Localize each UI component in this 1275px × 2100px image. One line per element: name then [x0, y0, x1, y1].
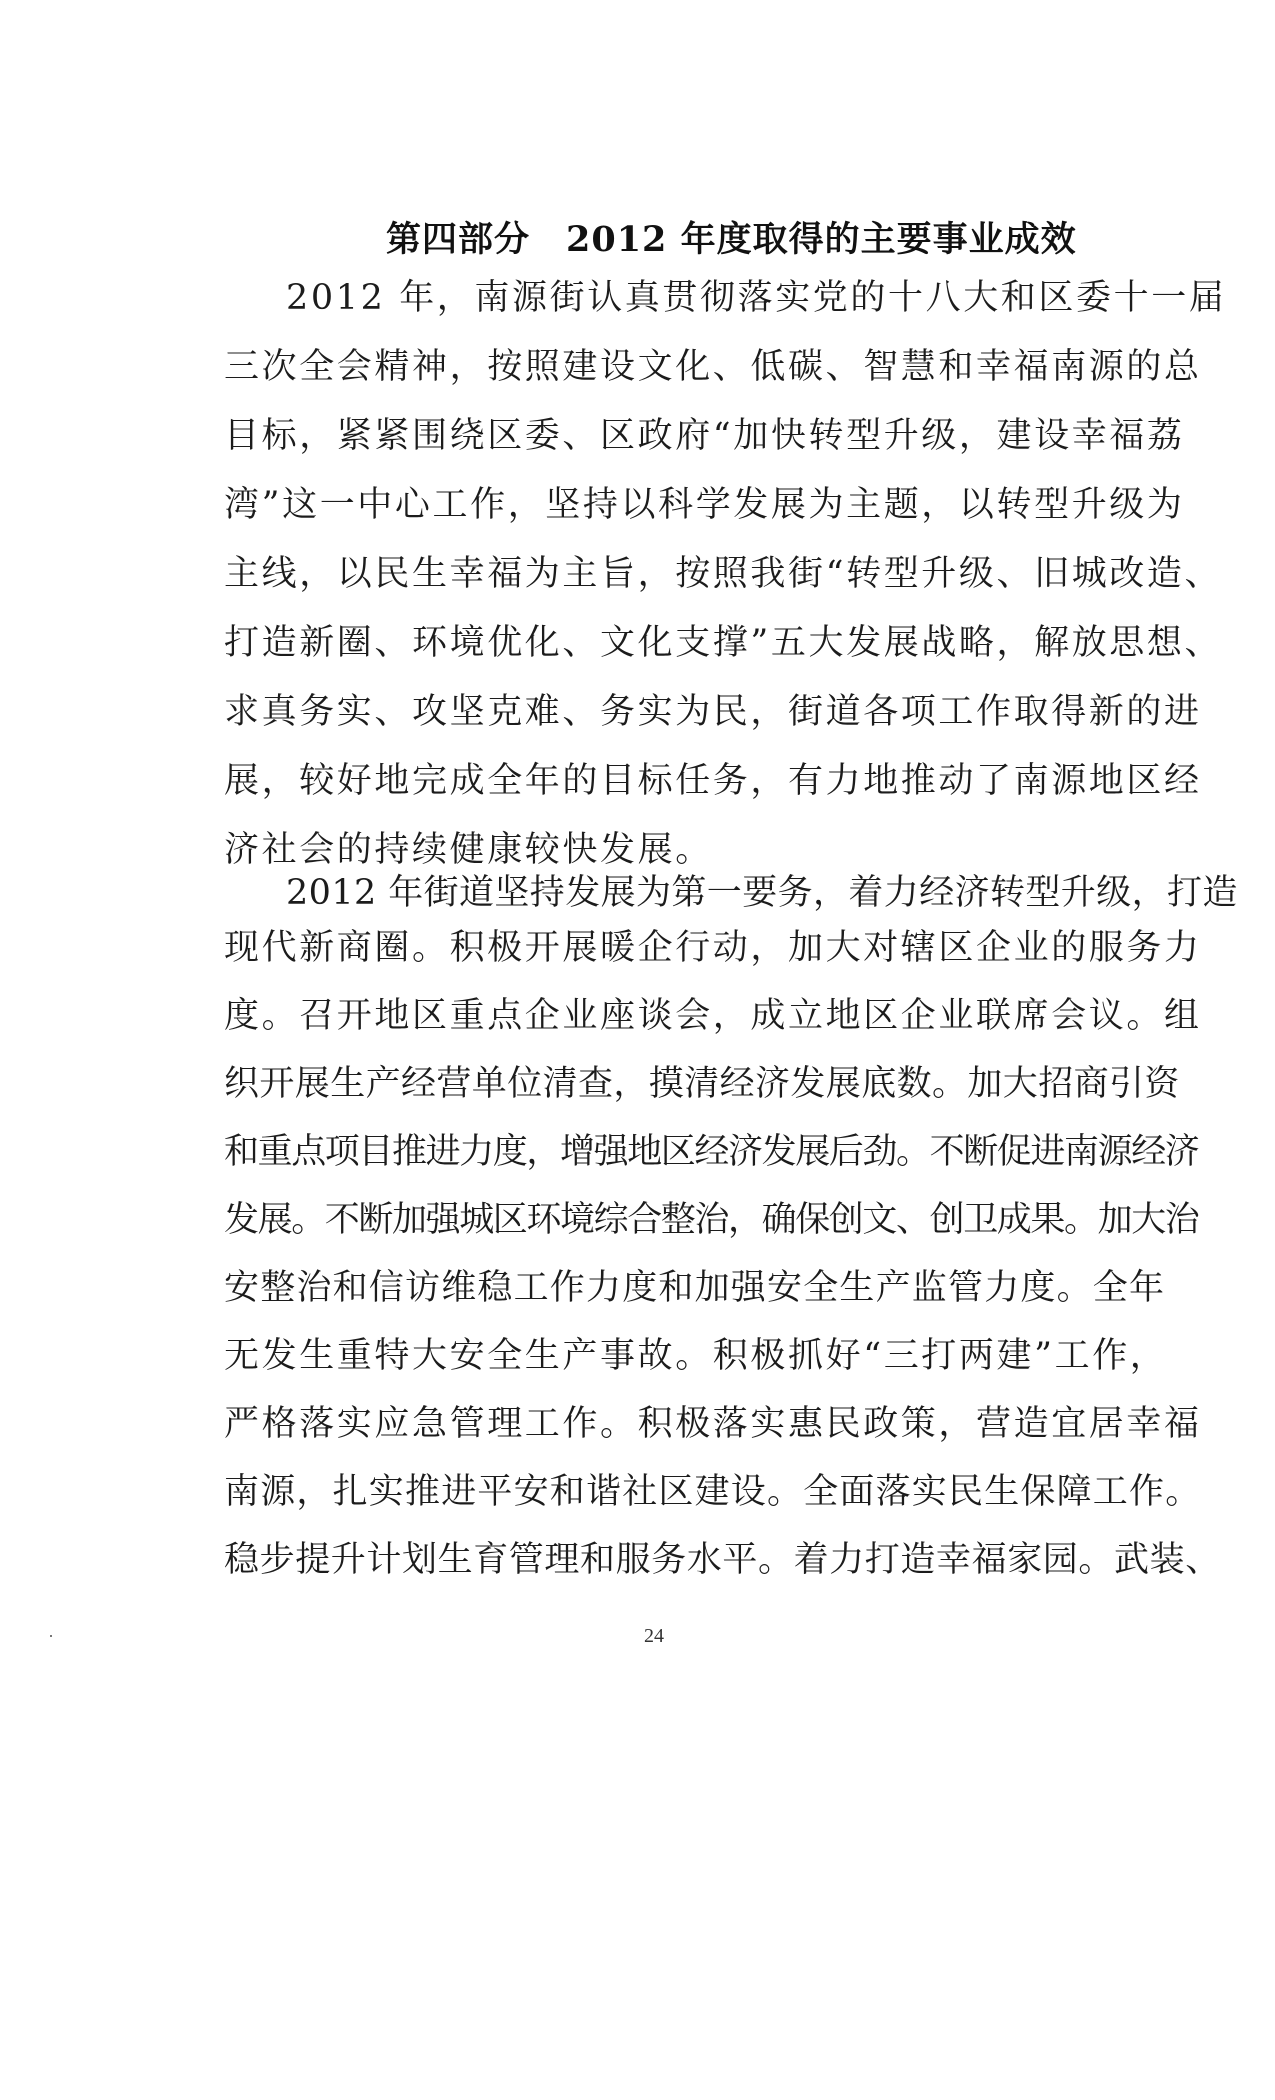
page-number: 24: [644, 1625, 664, 1647]
paragraph2-line-5: 和重点项目推进力度，增强地区经济发展后劲。不断促进南源经济: [224, 1132, 1199, 1172]
paragraph1-line-6: 打造新圈、环境优化、文化支撑”五大发展战略，解放思想、: [224, 623, 1223, 663]
paragraph2-line-4: 织开展生产经营单位清查，摸清经济发展底数。加大招商引资: [224, 1064, 1180, 1104]
paragraph2-line-9: 严格落实应急管理工作。积极落实惠民政策，营造宜居幸福: [224, 1404, 1202, 1444]
paragraph2-line-7: 安整治和信访维稳工作力度和加强安全生产监管力度。全年: [224, 1268, 1166, 1308]
paragraph1-line-3: 目标，紧紧围绕区委、区政府“加快转型升级，建设幸福荔: [224, 416, 1185, 456]
paragraph2-line-6: 发展。不断加强城区环境综合整治，确保创文、创卫成果。加大治: [224, 1200, 1199, 1240]
scan-speck: [50, 1635, 52, 1637]
paragraph1-line-1: 2012 年，南源街认真贯彻落实党的十八大和区委十一届: [286, 278, 1227, 318]
paragraph2-line-10: 南源，扎实推进平安和谐社区建设。全面落实民生保障工作。: [224, 1472, 1202, 1512]
paragraph1-line-4: 湾”这一中心工作，坚持以科学发展为主题，以转型升级为: [224, 485, 1185, 525]
paragraph1-line-5: 主线，以民生幸福为主旨，按照我街“转型升级、旧城改造、: [224, 554, 1223, 594]
paragraph2-line-11: 稳步提升计划生育管理和服务水平。着力打造幸福家园。武装、: [224, 1540, 1221, 1580]
paragraph1-line-7: 求真务实、攻坚克难、务实为民，街道各项工作取得新的进: [224, 692, 1202, 732]
paragraph2-line-8: 无发生重特大安全生产事故。积极抓好“三打两建”工作，: [224, 1336, 1168, 1376]
paragraph1-line-8: 展，较好地完成全年的目标任务，有力地推动了南源地区经: [224, 761, 1202, 801]
paragraph1-line-9: 济社会的持续健康较快发展。: [224, 830, 713, 870]
section-heading: 第四部分 2012 年度取得的主要事业成效: [386, 219, 1077, 260]
paragraph2-line-1: 2012 年街道坚持发展为第一要务，着力经济转型升级，打造: [286, 873, 1238, 913]
paragraph2-line-2: 现代新商圈。积极开展暖企行动，加大对辖区企业的服务力: [224, 928, 1202, 968]
paragraph2-line-3: 度。召开地区重点企业座谈会，成立地区企业联席会议。组: [224, 996, 1202, 1036]
paragraph1-line-2: 三次全会精神，按照建设文化、低碳、智慧和幸福南源的总: [224, 347, 1202, 387]
